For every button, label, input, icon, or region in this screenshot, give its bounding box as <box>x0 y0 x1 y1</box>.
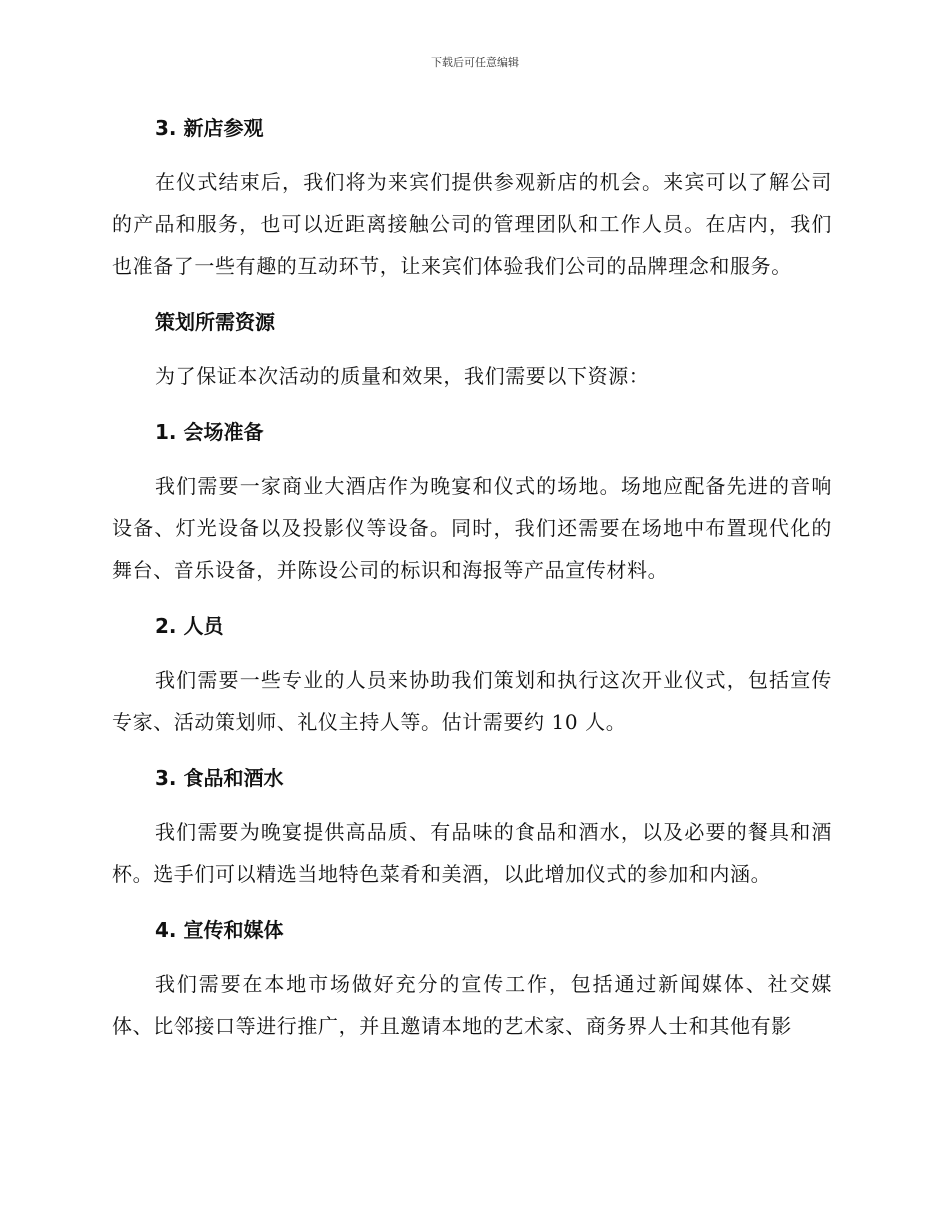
section-heading-new-store-visit: 3. 新店参观 <box>155 116 264 140</box>
section-heading-required-resources: 策划所需资源 <box>155 310 275 334</box>
section-heading-staff: 2. 人员 <box>155 614 224 638</box>
section-heading-promotion-and-media: 4. 宣传和媒体 <box>155 918 284 942</box>
section-heading-food-and-drinks: 3. 食品和酒水 <box>155 766 284 790</box>
paragraph-resources-intro: 为了保证本次活动的质量和效果，我们需要以下资源： <box>155 364 650 388</box>
paragraph-food-and-drinks: 我们需要为晚宴提供高品质、有品味的食品和酒水，以及必要的餐具和酒杯。选手们可以精选当地特色菜肴和美酒，以此增加仪式的参加和内涵。 <box>112 820 832 886</box>
paragraph-venue-preparation: 我们需要一家商业大酒店作为晚宴和仪式的场地。场地应配备先进的音响设备、灯光设备以及投影仪等设备。同时，我们还需要在场地中布置现代化的舞台、音乐设备，并陈设公司的标识和海报等产品宣传材料。 <box>112 474 832 582</box>
section-heading-venue-preparation: 1. 会场准备 <box>155 420 264 444</box>
paragraph-new-store-visit: 在仪式结束后，我们将为来宾们提供参观新店的机会。来宾可以了解公司的产品和服务，也可以近距离接触公司的管理团队和工作人员。在店内，我们也准备了一些有趣的互动环节，让来宾们体验我们公司的品牌理念和服务。 <box>112 170 832 278</box>
page-header: 下载后可任意编辑 <box>431 56 519 69</box>
document-body <box>112 108 832 1047</box>
paragraph-promotion-and-media: 我们需要在本地市场做好充分的宣传工作，包括通过新闻媒体、社交媒体、比邻接口等进行推广，并且邀请本地的艺术家、商务界人士和其他有影 <box>112 972 832 1038</box>
paragraph-staff: 我们需要一些专业的人员来协助我们策划和执行这次开业仪式，包括宣传专家、活动策划师、礼仪主持人等。估计需要约 10 人。 <box>112 668 832 734</box>
